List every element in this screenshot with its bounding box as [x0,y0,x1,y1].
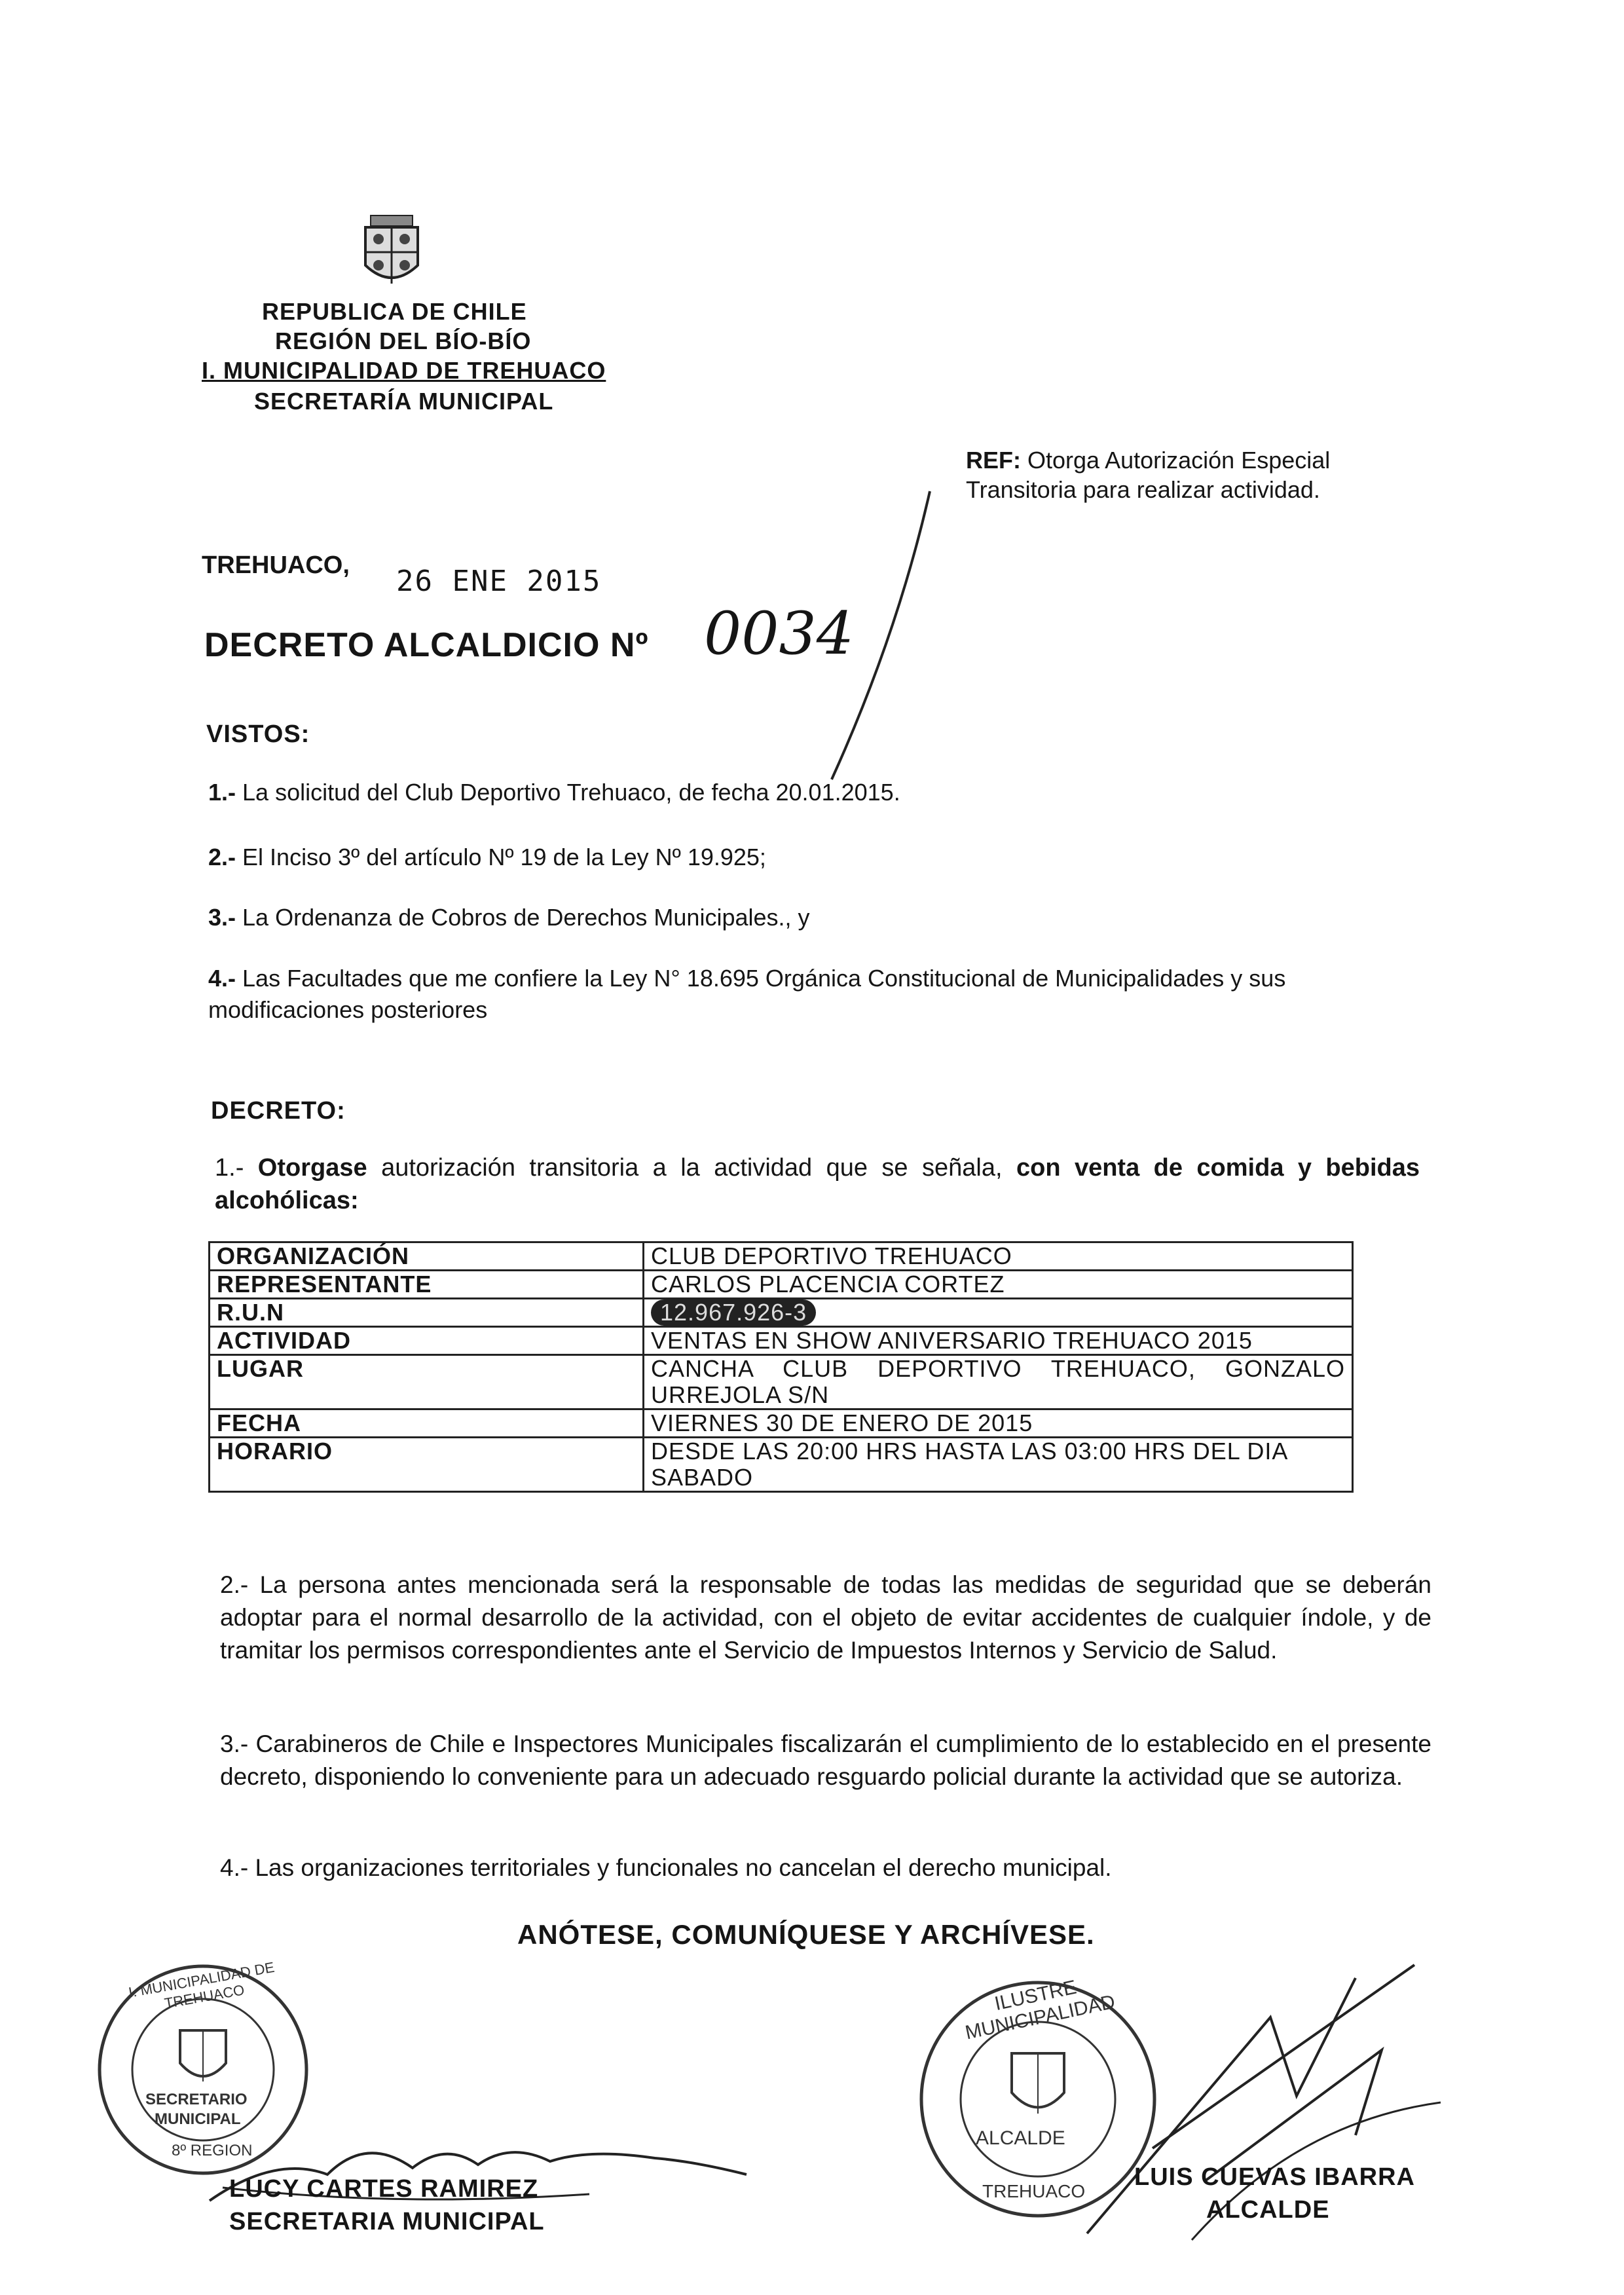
table-row [210,1299,1353,1327]
decreto-paragraph-4: 4.- Las organizaciones territoriales y funcionales no cancelan el derecho municipal. [220,1854,1112,1881]
secretary-signature-title: SECRETARIA MUNICIPAL [229,2208,545,2235]
table-value: CLUB DEPORTIVO TREHUACO [644,1242,1353,1271]
decreto-heading: DECRETO: [211,1097,346,1125]
table-row [210,1242,1353,1271]
stamp-center-text: ALCALDE [976,2127,1065,2149]
reference-text-line1: Otorga Autorización Especial [1027,447,1331,474]
table-row [210,1355,1353,1409]
closing-formula: ANÓTESE, COMUNÍQUESE Y ARCHÍVESE. [517,1919,1095,1950]
date-stamp: 26 ENE 2015 [396,565,602,598]
table-row [210,1327,1353,1355]
table-key: REPRESENTANTE [210,1271,644,1299]
reference-text-line2: Transitoria para realizar actividad. [966,476,1320,503]
table-key: HORARIO [210,1438,644,1492]
decreto-paragraph-3: 3.- Carabineros de Chile e Inspectores Municipales fiscalizarán el cumplimiento de lo establecido en el presente decreto, disponiendo lo conveniente para un adecuado resguardo policial durante la actividad que se autoriza. [220,1730,1431,1790]
secretary-signature-name: LUCY CARTES RAMIREZ [229,2175,539,2203]
decreto-paragraph-1 [215,1151,1420,1217]
table-key: R.U.N [210,1299,644,1327]
mayor-signature-name: LUIS CUEVAS IBARRA [1134,2163,1415,2191]
handwritten-stroke [819,485,936,786]
stamp-center-line2: MUNICIPAL [155,2110,241,2128]
reference-block [966,445,1464,504]
stamp-ring-text: I. MUNICIPALIDAD DE TREHUACO [127,1958,276,2012]
table-value: DESDE LAS 20:00 HRS HASTA LAS 03:00 HRS DEL DIA SABADO [644,1438,1353,1492]
vistos-item-number: 1.- [208,779,236,806]
stamp-ring-text: ILUSTRE MUNICIPALIDAD [963,1976,1117,2044]
header-region: REGIÓN DEL BÍO-BÍO [275,327,532,354]
table-key: LUGAR [210,1355,644,1409]
paragraph-bold-lead: Otorgase [257,1154,367,1182]
stamp-bottom-text: 8º REGION [172,2142,253,2159]
activity-info-table [208,1241,1354,1493]
vistos-item-number: 2.- [208,844,236,870]
stamp-center-line1: SECRETARIO [145,2091,248,2108]
vistos-item [208,963,1426,1026]
vistos-item [208,842,1452,873]
table-row [210,1409,1353,1438]
coat-of-arms-emblem [359,213,424,291]
paragraph-bold-tail: con venta de comida y bebidas alcohólicas: [215,1154,1420,1214]
vistos-item [208,777,1452,808]
redacted-run-value: 12.967.926-3 [651,1299,816,1326]
table-key: ORGANIZACIÓN [210,1242,644,1271]
vistos-item-number: 4.- [208,965,236,992]
decree-number-handwritten: 0034 [704,599,855,668]
decree-title: DECRETO ALCALDICIO Nº [204,626,649,664]
header-department: SECRETARÍA MUNICIPAL [254,388,554,415]
table-key: ACTIVIDAD [210,1327,644,1355]
table-value-cell [644,1299,1353,1327]
table-key: FECHA [210,1409,644,1438]
table-value: CANCHA CLUB DEPORTIVO TREHUACO, GONZALO URREJOLA S/N [644,1355,1353,1409]
vistos-item-text: Las Facultades que me confiere la Ley N° 18.695 Orgánica Constitucional de Municipalidades y sus modificaciones posteriores [208,965,1286,1023]
header-country: REPUBLICA DE CHILE [262,298,527,325]
vistos-item [208,902,1452,933]
mayor-signature-title: ALCALDE [1206,2196,1330,2224]
table-value: VENTAS EN SHOW ANIVERSARIO TREHUACO 2015 [644,1327,1353,1355]
vistos-item-text: El Inciso 3º del artículo Nº 19 de la Ley Nº 19.925; [242,844,766,870]
vistos-item-number: 3.- [208,904,236,931]
reference-label: REF: [966,447,1021,474]
vistos-heading: VISTOS: [206,720,310,748]
vistos-item-text: La Ordenanza de Cobros de Derechos Municipales., y [242,904,810,931]
table-value: CARLOS PLACENCIA CORTEZ [644,1271,1353,1299]
place-label: TREHUACO, [202,551,350,579]
table-row [210,1271,1353,1299]
table-value: VIERNES 30 DE ENERO DE 2015 [644,1409,1353,1438]
table-row [210,1438,1353,1492]
stamp-bottom-text: TREHUACO [982,2181,1086,2201]
header-municipality: I. MUNICIPALIDAD DE TREHUACO [202,357,606,384]
vistos-item-text: La solicitud del Club Deportivo Trehuaco, de fecha 20.01.2015. [242,779,900,806]
paragraph-text: autorización transitoria a la actividad que se señala, [381,1154,1003,1182]
decreto-paragraph-2: 2.- La persona antes mencionada será la responsable de todas las medidas de seguridad que se deberán adoptar para el normal desarrollo de la actividad, con el objeto de evitar accidentes de cualquier índole, y de tramitar los permisos correspondientes ante el Servicio de Impuestos Internos y Servicio de Salud. [220,1571,1431,1664]
paragraph-number: 1.- [215,1154,244,1182]
